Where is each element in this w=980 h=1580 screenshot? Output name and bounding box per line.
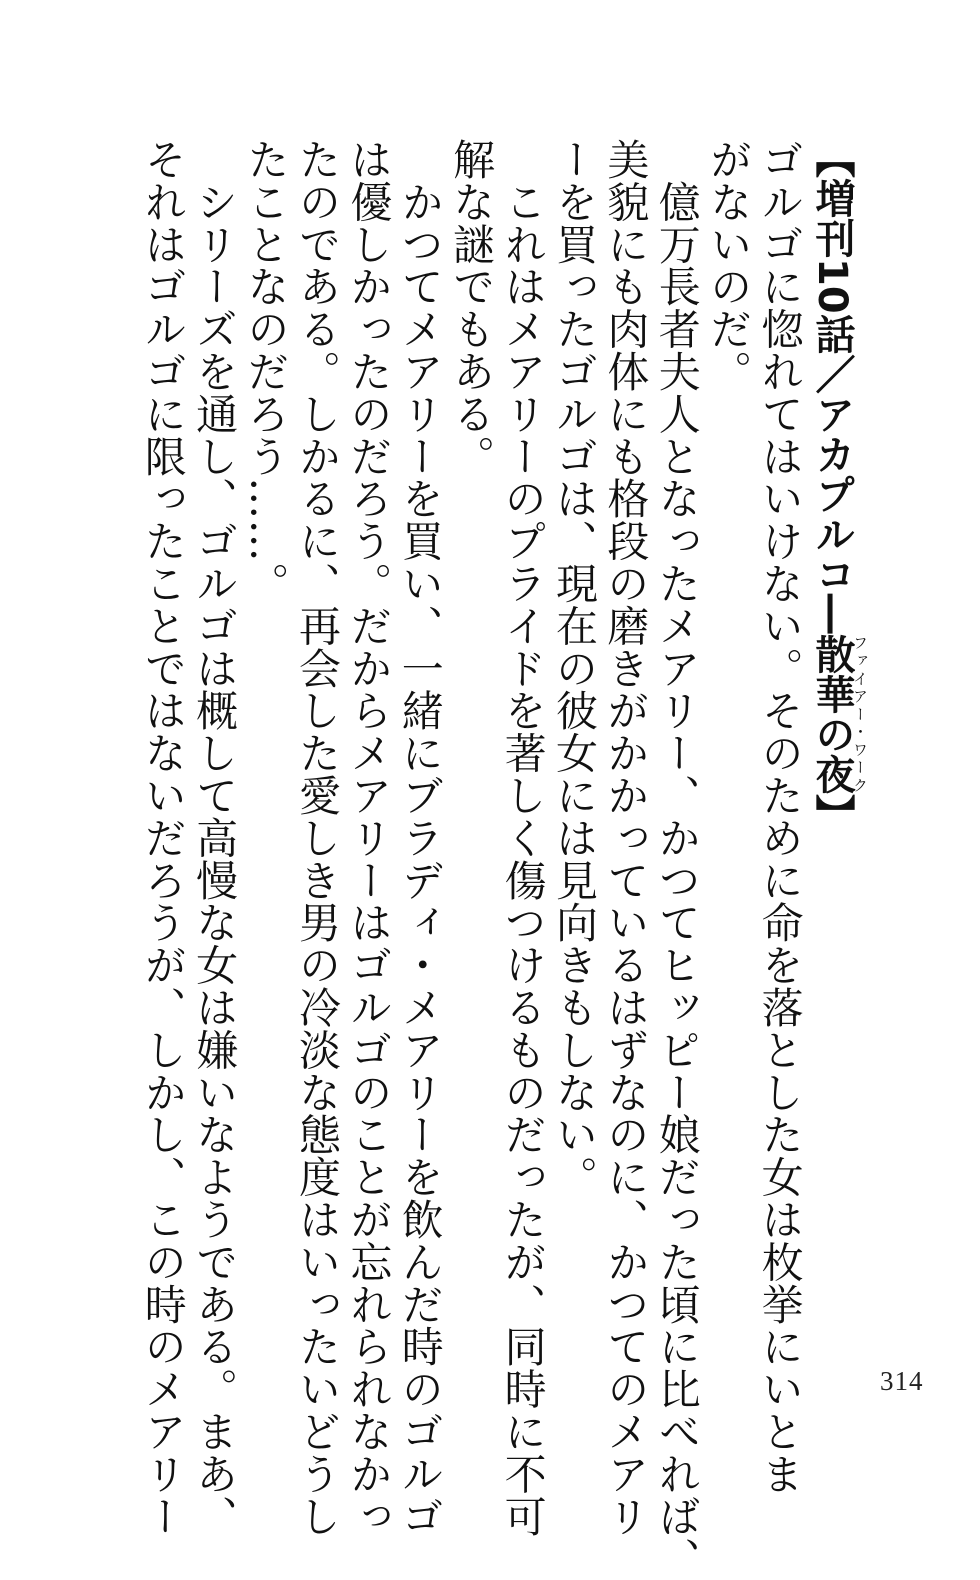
heading-ruby-title — [809, 633, 869, 794]
page-number: 314 — [880, 1366, 924, 1396]
text-line: たのである。しかるに、再会した愛しき男の冷淡な態度はいったいどうし — [292, 138, 342, 1538]
text-line: シリーズを通し、ゴルゴは概して高慢な女は嫌いなようである。まあ、 — [190, 138, 240, 1538]
heading-open-bracket: 【 — [809, 138, 855, 178]
text-line: 解な謎でもある。 — [447, 138, 497, 478]
text-line: ーを買ったゴルゴは、現在の彼女には見向きもしない。 — [549, 138, 599, 1198]
text-line: かつてメアリーを買い、一緒にブラディ・メアリーを飲んだ時のゴルゴ — [395, 138, 445, 1538]
text-line: ゴルゴに惚れてはいけない。そのために命を落とした女は枚挙にいとま — [755, 138, 805, 1495]
text-line: がないのだ。 — [704, 138, 754, 393]
vertical-text-body — [137, 138, 869, 1580]
heading-title-prefix: 増刊10話／アカプルコ― — [809, 178, 855, 634]
section-heading — [806, 138, 868, 1338]
text-line: 億万長者夫人となったメアリー、かつてヒッピー娘だった頃に比べれば、 — [652, 138, 702, 1580]
text-line: は優しかったのだろう。だからメアリーはゴルゴのことが忘れられなかっ — [344, 138, 394, 1538]
heading-close-bracket: 】 — [809, 793, 855, 834]
heading-ruby-reading: ファイアー・ワーク — [851, 633, 869, 794]
heading-ruby-base: 散華の夜 — [809, 633, 855, 794]
text-line: それはゴルゴに限ったことではないだろうが、しかし、この時のメアリー — [138, 138, 188, 1538]
text-line: たことなのだろう……。 — [241, 138, 291, 605]
text-line: これはメアリーのプライドを著しく傷つけるものだったが、同時に不可 — [498, 138, 548, 1538]
text-line: 美貌にも肉体にも格段の磨きがかかっているはずなのに、かつてのメアリ — [601, 138, 651, 1538]
